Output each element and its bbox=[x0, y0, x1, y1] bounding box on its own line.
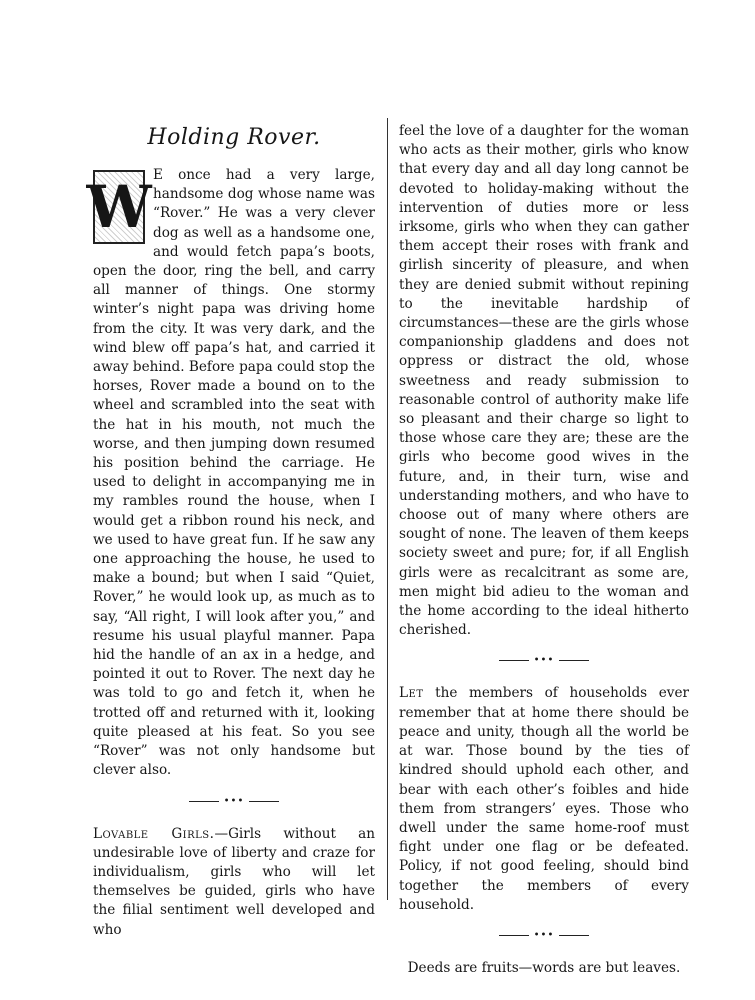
right-column bbox=[399, 122, 689, 978]
separator-ornament: ••• bbox=[533, 655, 555, 667]
lovable-girls-paragraph bbox=[93, 825, 375, 940]
rover-story-text: E once had a very large, handsome dog whose name was “Rover.” He was a very clever dog as well as a handsome one, and would fetch papa’s boots, open the door, ring the bell, and carry all manner of things. One stormy winter’s night papa was driving home from the city. It was very dark, and the wind blew off papa’s hat, and carried it away behind. Before papa could stop the horses, Rover made a bound on to the wheel and scrambled into the seat with the hat in his mouth, not much the worse, and then jumping down resumed his position behind the carriage. He used to delight in accompanying me in my rambles round the house, when I would get a ribbon round his neck, and we used to have great fun. If he saw any one approaching the house, he used to make a bound; but when I said “Quiet, Rover,” he would look up, as much as to say, “All right, I will look after you,” and resume his usual playful manner. Papa hid the handle of an ax in a hedge, and pointed it out to Rover. The next day he was told to go and fetch it, when he trotted off and returned with it, looking quite pleased at his feat. So you see “Rover” was not only handsome but clever also. bbox=[93, 167, 375, 779]
households-paragraph bbox=[399, 684, 689, 914]
section-separator bbox=[93, 795, 375, 809]
households-lead-word: Let bbox=[399, 685, 424, 702]
column-divider bbox=[387, 118, 388, 900]
closing-motto: Deeds are fruits—words are but leaves. bbox=[407, 959, 681, 976]
drop-cap-initial: W bbox=[93, 170, 145, 244]
households-text: the members of households ever remember that at home there should be peace and unity, though all the world be at war. Those bound by the ties of kindred should uphold each other, and bear with each other’s foibles and hide them from strangers’ eyes. Those who dwell under the same home-roof must fight under one flag or be defeated. Policy, if not good feeling, should bind together the members of every household. bbox=[399, 685, 689, 913]
lovable-girls-heading: Lovable Girls. bbox=[93, 825, 215, 842]
lovable-girls-continued: feel the love of a daughter for the woman who acts as their mother, girls who know that every day and all day long cannot be devoted to holiday-making without the intervention of duties more or less irksome, girls who when they can gather them accept their roses with frank and girlish sincerity of pleasure, and when they are denied submit without repining to the inevitable hardship of circumstances—these are the girls whose companionship gladdens and does not oppress or distract the old, whose sweetness and ready submission to reasonable control of authority make life so pleasant and their charge so light to those whose care they are; these are the girls who become good wives in the future, and, in their turn, wise and understanding mothers, and who have to choose out of many where others are sought of none. The leaven of them keeps society sweet and pure; for, if all English girls were as recalcitrant as some are, men might bid adieu to the woman and the home according to the ideal hitherto cherished. bbox=[399, 123, 689, 639]
lovable-girls-text: —Girls without an undesirable love of liberty and craze for individualism, girls who will let themselves be guided, girls who have the filial sentiment well developed and who bbox=[93, 825, 376, 938]
left-column bbox=[86, 118, 376, 940]
section-separator bbox=[399, 929, 689, 943]
section-separator bbox=[399, 654, 689, 668]
separator-ornament: ••• bbox=[533, 929, 555, 941]
separator-ornament: ••• bbox=[223, 795, 245, 807]
article-title: Holding Rover. bbox=[147, 125, 321, 150]
